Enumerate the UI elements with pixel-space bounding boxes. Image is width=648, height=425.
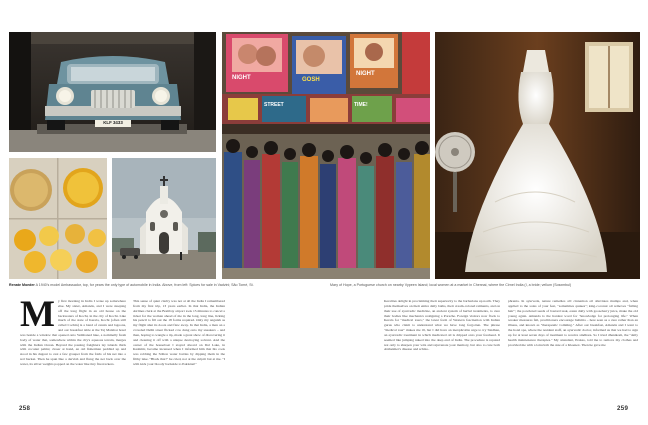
left-caption-text: A 1940's model Ambassador, top, for years the only type of automobile in India. Above, from left: Spices for sale in Vadvini; São Tomé, St. — [35, 283, 254, 287]
right-caption-text: Mary of Hope, a Portuguese church on nearby Vypeen Island; local women at a market in Chennai, where the Cirnel India (I, a bride; vellum (Sosxmbul) — [330, 283, 572, 287]
photo-market-crowd — [222, 32, 430, 279]
photo-church — [112, 158, 216, 279]
photographer-credit: Renate Moeder — [9, 283, 35, 287]
poster-text-5: TIME! — [354, 102, 368, 108]
column-3-text: Keralites delight in proclaiming their superiority to the barbarians up north. They pride themselves on their entire daily baths, their cream-colored raiments, and on their use of ayurvedic medicine, an ancient system of herbal treatments, to cure their bodies like mechanics realigning a Porsche. Foreign visitors now flock to Kerala for "medical tours," the latest form of Western fascination with Indian gurus who claim to understand what we have long forgotten. The phrase "medical tour" makes me ill, but I did have an inexplicable urge to try Sindhan, an ayurvedic treatment in which medicated oil is dripped onto your forehead. It seemed like jumping naked into the deep end of India. The procedure is reputed not only to sharpen your wits and rejuvenate your memory, but also to cure both Alzheimer's disease and schizo- — [384, 299, 500, 352]
poster-text-1: NIGHT — [232, 75, 251, 81]
body-column-1 — [20, 294, 126, 399]
body-column-2 — [133, 299, 225, 399]
poster-text-2: GOSH — [302, 77, 320, 83]
right-photo-caption — [330, 283, 640, 288]
photo-ambassador-car — [9, 32, 216, 152]
photo-spices — [9, 158, 107, 279]
license-plate-text: KLF 3433 — [103, 120, 123, 125]
column-1-text: y first morning in India I woke up somewhere else. My sister, Amanda, and I were sleeping off the long flight in an old house on the backwaters of Kochi, in the city of Kochi. Like much of the state of Kerala, Kochi (often still called Cochin) is a band of canals and lagoons, and our breakfast table at the Taj Malabar hotel was beside a window that opened onto Vembanad lake, a nominally fresh body of water that, somewhere within the city's aqueous terrain, merges with the Indian Ocean. Beyond the passing freighters lay islands thick with coconut palms; closer at hand, an old fisherman paddled up and stood in his dugout to cast a few grouper from the folds of his net into a red bucket. Then he spun like a dervish and flung the net back over the water, its silver weights popped on the water like tiny firecrackers. — [20, 299, 126, 366]
column-2-text: This sense of quiet clarity was not at all the India I remembered from my first trip, 13 years earlier. In that India, the Indian Airlines clerk at the Bombay airport took 15 minutes to cancel a ticket for the woman ahead of me in the long, long line, licking his pencil to fill out the 18 forms required. Only my anguish as my flight shut its doors and flew away. In that India, a man on a crowded Delhi street flicked cow dung onto my sneakers – and then, hoping to wangle a tip, made a great show of discovering it and cleaning it off with a unique destroying solvent. And the owner of the houseboat I stayed aboard on Dal Lake, in Kashmir, became incensed when I informed him that his cook was robbing the Stilton water bottles by dipping them in the filthy lake. "Black that!" he cried, not at the culprit but at me. "I with kick your bloody backside to Pakistan!" — [133, 299, 225, 366]
body-column-3 — [384, 299, 500, 399]
page-number-left: 258 — [19, 405, 31, 412]
poster-text-3: NIGHT — [356, 71, 375, 77]
drop-cap: M — [20, 294, 55, 335]
column-4-text: phrenia. In ayurveda, nature remedies all: cinnamon oil alleviates mumps and, when applied to the soles of your feet, "sometimes quakes"; king-coconut oil removes "falling hair"; the powdered seeds of bastard teak, eaten daily with gooseberry juice, make the old young again. Amanda is the hardest word for "knowledge for prolonging life." When weaker measures fail, practitioners encourage bulimia – here seen as a cure rather than an illness, and known as "therapeutic vomiting." After our breakfast, Amanda and I went to the hotel spa, where the resident staff, an ayurvedic doctor, informed us that we had to sign up for at least seven days of treatment to receive sindhara. So I tried dhanikom, the "daily health maintenance therapies." My attendant, Prakas, told me to remove my clothes and provided me with a loincloth the size of a Kleenex. Then he gave me — [508, 299, 638, 347]
body-column-4 — [508, 299, 638, 399]
page-number-right: 259 — [617, 405, 629, 412]
left-photo-caption — [9, 283, 254, 288]
poster-text-4: STREET — [264, 102, 284, 108]
photo-wedding-dress — [435, 32, 640, 279]
